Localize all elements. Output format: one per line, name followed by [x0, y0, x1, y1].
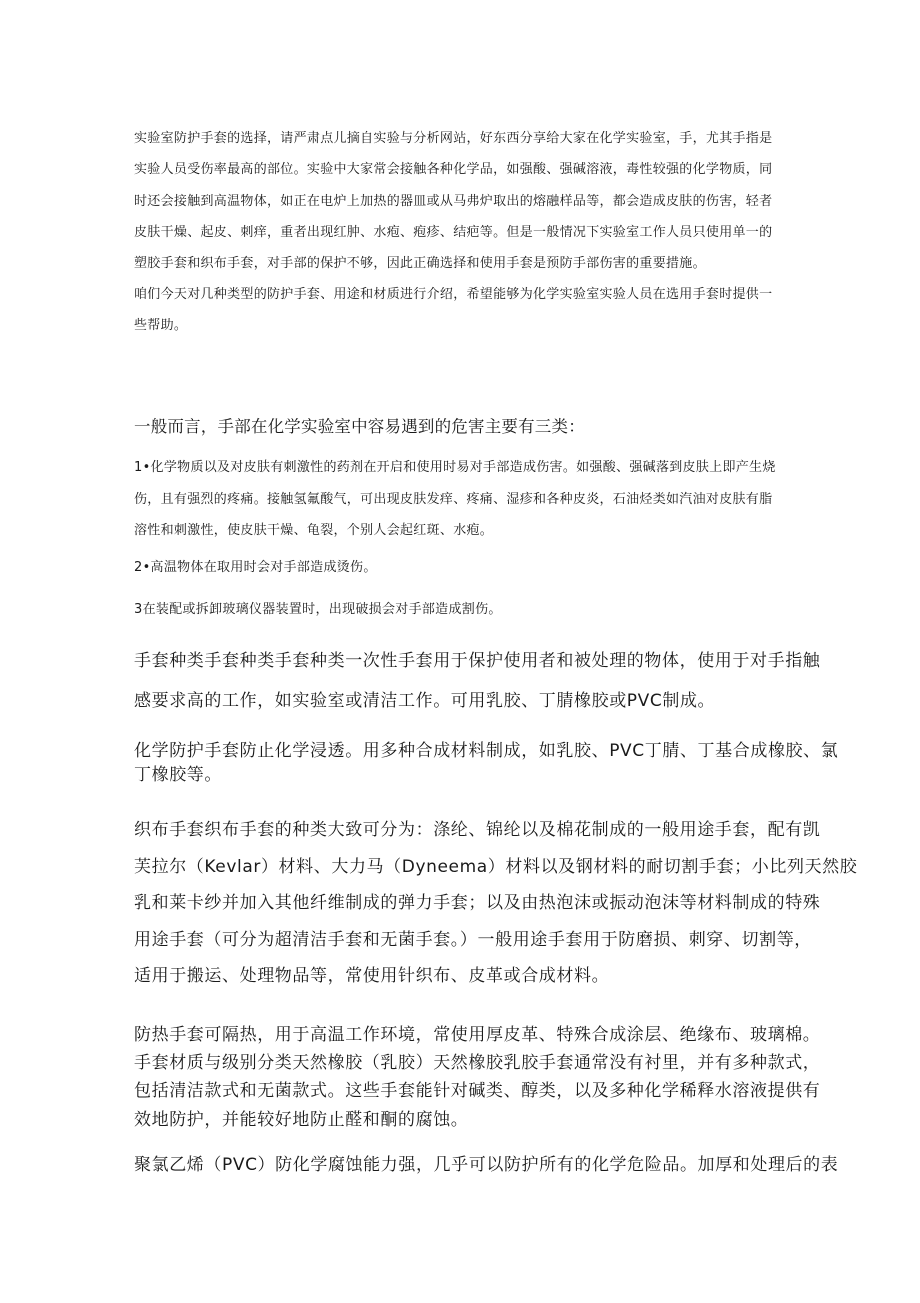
glove-line: 用途手套（可分为超清洁手套和无菌手套。）一般用途手套用于防磨损、刺穿、切割等， [134, 930, 812, 950]
intro-line: 实验室防护手套的选择，请严肃点儿摘自实验与分析网站，好东西分享给大家在化学实验室，手，尤其手指是 [134, 131, 773, 146]
intro-line: 时还会接触到高温物体，如正在电炉上加热的器皿或从马弗炉取出的熔融样品等，都会造成皮肤的伤害，轻者 [134, 194, 773, 209]
hazard-line: 1•化学物质以及对皮肤有刺激性的药剂在开启和使用时易对手部造成伤害。如强酸、强碱落到皮肤上即产生烧 [134, 460, 776, 475]
intro-line: 实验人员受伤率最高的部位。实验中大家常会接触各种化学品，如强酸、强碱溶液，毒性较强的化学物质，同 [134, 162, 773, 177]
glove-line: 防热手套可隔热，用于高温工作环境，常使用厚皮革、特殊合成涂层、绝缘布、玻璃棉。 [134, 1025, 821, 1045]
glove-line: 化学防护手套防止化学浸透。用多种合成材料制成，如乳胶、PVC丁腈、丁基合成橡胶、氯 [134, 741, 839, 761]
intro-line: 皮肤干燥、起皮、刺痒，重者出现红肿、水疱、疱疹、结疤等。但是一般情况下实验室工作人员只使用单一的 [134, 225, 773, 240]
glove-line: 效地防护，并能较好地防止醛和酮的腐蚀。 [134, 1110, 469, 1130]
intro-line: 塑胶手套和织布手套，对手部的保护不够，因此正确选择和使用手套是预防手部伤害的重要措施。 [134, 256, 706, 271]
glove-line: 感要求高的工作，如实验室或清洁工作。可用乳胶、丁腈橡胶或PVC制成。 [134, 691, 716, 711]
glove-line: 手套种类手套种类手套种类一次性手套用于保护使用者和被处理的物体，使用于对手指触 [134, 651, 821, 671]
hazard-item-3: 3在装配或拆卸玻璃仪器装置时，出现破损会对手部造成割伤。 [134, 602, 502, 617]
pvc-gloves-line: 聚氯乙烯（PVC）防化学腐蚀能力强，几乎可以防护所有的化学危险品。加厚和处理后的表 [134, 1155, 839, 1175]
hazards-heading: 一般而言，手部在化学实验室中容易遇到的危害主要有三类： [134, 417, 585, 436]
glove-line: 丁橡胶等。 [134, 765, 222, 785]
glove-line: 乳和莱卡纱并加入其他纤维制成的弹力手套；以及由热泡沫或振动泡沫等材料制成的特殊 [134, 893, 821, 913]
hazard-item-2: 2•高温物体在取用时会对手部造成烫伤。 [134, 560, 377, 575]
glove-line: 芙拉尔（Kevlar）材料、大力马（Dyneema）材料以及钢材料的耐切割手套；小比列天然胶 [134, 857, 858, 877]
hazard-line: 溶性和刺激性，使皮肤干燥、龟裂，个别人会起红斑、水疱。 [134, 523, 494, 538]
glove-line: 手套材质与级别分类天然橡胶（乳胶）天然橡胶乳胶手套通常没有衬里，并有多种款式， [134, 1053, 821, 1073]
glove-line: 适用于搬运、处理物品等，常使用针织布、皮革或合成材料。 [134, 966, 610, 986]
glove-line: 包括清洁款式和无菌款式。这些手套能针对碱类、醇类，以及多种化学稀释水溶液提供有 [134, 1081, 821, 1101]
glove-line: 织布手套织布手套的种类大致可分为：涤纶、锦纶以及棉花制成的一般用途手套，配有凯 [134, 820, 821, 840]
hazard-line: 伤，且有强烈的疼痛。接触氢氟酸气，可出现皮肤发痒、疼痛、湿疹和各种皮炎，石油烃类如汽油对皮肤有脂 [134, 492, 773, 507]
intro-line: 咱们今天对几种类型的防护手套、用途和材质进行介绍，希望能够为化学实验室实验人员在选用手套时提供一 [134, 287, 773, 302]
intro-line: 些帮助。 [134, 318, 188, 333]
